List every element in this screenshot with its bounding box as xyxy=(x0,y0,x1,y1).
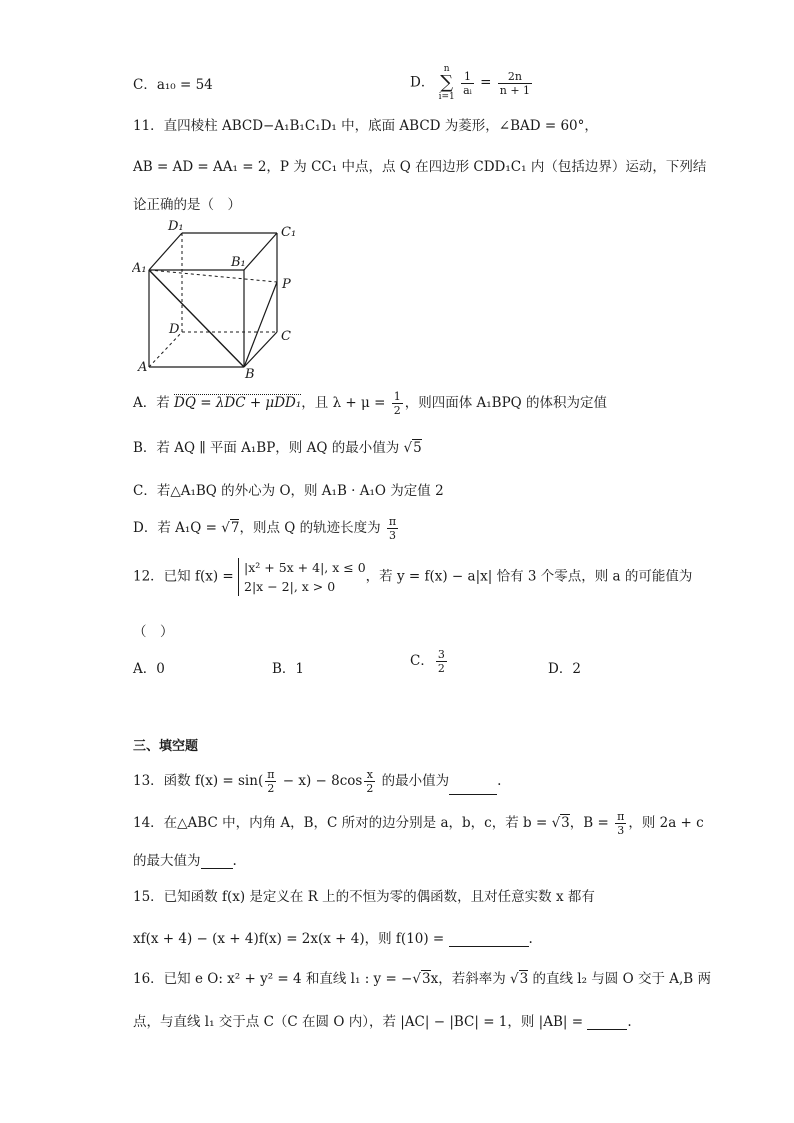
q16-post: 的直线 l₂ 与圆 O 交于 A,B 两 xyxy=(528,971,711,987)
q13-post: 的最小值为 xyxy=(377,773,450,789)
q16-root: 3 xyxy=(421,971,431,987)
label-p: P xyxy=(282,277,291,292)
q12-case1: |x² + 5x + 4|, x ≤ 0 xyxy=(244,560,366,575)
q12-paren: （ ） xyxy=(133,624,174,640)
q11-a-frac xyxy=(392,390,403,417)
q14-mid: ，B = xyxy=(569,815,614,831)
q11-a-post: ，则四面体 A₁BPQ 的体积为定值 xyxy=(404,395,608,411)
label-d1: D₁ xyxy=(168,219,184,234)
q11-d-mid: ，则点 Q 的轨迹长度为 xyxy=(239,520,385,536)
q16-line1: 16．已知 e O: x² + y² = 4 和直线 l₁ : y = −√3x，若斜率为 √3 的直线 l₂ 与圆 O 交于 A,B 两 xyxy=(133,971,711,987)
q13-mid: − x) − 8cos xyxy=(278,773,363,789)
q11-d-frac-num: π xyxy=(388,515,397,528)
q14-root: 3 xyxy=(561,815,570,831)
label-b: B xyxy=(245,367,255,382)
q11-a-mid: ，且 λ + μ = xyxy=(301,395,390,411)
q11-d-frac xyxy=(387,515,398,542)
q11-a-frac-den: 2 xyxy=(393,404,401,417)
label-a: A xyxy=(138,360,148,375)
label-c: C xyxy=(281,329,291,344)
q14-answer-blank[interactable] xyxy=(201,854,233,869)
q10-sum-sign: ∑ xyxy=(440,72,454,93)
q11-d-root: 7 xyxy=(230,520,240,536)
q13-frac1-den: 2 xyxy=(267,782,275,795)
q10-sum-bottom: i=1 xyxy=(438,92,455,102)
q12-c-frac xyxy=(436,648,447,675)
q10-frac1-num: 1 xyxy=(461,70,474,84)
q15-line1: 15．已知函数 f(x) 是定义在 R 上的不恒为零的偶函数，且对任意实数 x 都有 xyxy=(133,889,595,905)
q10-option-d xyxy=(410,64,534,102)
q10-sum-top: n xyxy=(443,64,450,74)
section-title: 三、填空题 xyxy=(133,739,199,754)
q13-frac1-num: π xyxy=(267,768,275,781)
q13-frac1 xyxy=(265,768,276,795)
q11-line2: AB = AD = AA₁ = 2，P 为 CC₁ 中点，点 Q 在四边形 CDD₁C₁ 内（包括边界）运动，下列结 xyxy=(133,159,707,175)
q10-sum-symbol xyxy=(439,64,455,102)
label-c1: C₁ xyxy=(281,225,297,240)
q16-mid: x，若斜率为 xyxy=(430,971,510,987)
q11-d-pre: D．若 A₁Q = xyxy=(133,520,222,536)
q11-a-pre: A．若 xyxy=(133,395,175,411)
q14-post: ，则 2a + c xyxy=(628,815,704,831)
q11-option-d: D．若 A₁Q = √7，则点 Q 的轨迹长度为 $\frac{\pi}{3}$ xyxy=(133,515,397,542)
q11-option-c: C．若△A₁BQ 的外心为 O，则 A₁B · A₁O 为定值 2 xyxy=(133,483,444,499)
q15-answer-blank[interactable] xyxy=(449,932,529,947)
q11-b-pre: B．若 AQ ∥ 平面 A₁BP，则 AQ 的最小值为 xyxy=(133,440,404,456)
q10-frac2-num: 2n xyxy=(498,70,532,84)
q11-d-frac-den: 3 xyxy=(389,529,397,542)
q12-piecewise xyxy=(238,558,366,596)
q11-option-b: B．若 AQ ∥ 平面 A₁BP，则 AQ 的最小值为 √5 xyxy=(133,440,422,456)
q16-answer-blank[interactable] xyxy=(587,1015,627,1030)
q14-frac-den: 3 xyxy=(617,824,625,837)
prism-figure xyxy=(132,212,302,382)
q13: 13．函数 f(x) = sin( $\frac{\pi}{2}$ − x) − 8cos $\frac{x}{2}$ 的最小值为 . xyxy=(133,768,502,795)
q12-option-a: A．0 xyxy=(133,661,165,677)
q11-b-root: 5 xyxy=(413,440,422,456)
q14-pre: 14．在△ABC 中，内角 A，B，C 所对的边分别是 a，b，c，若 b = xyxy=(133,815,552,831)
q10-option-c: C．a₁₀ = 54 xyxy=(133,77,213,93)
q14-frac xyxy=(615,810,626,837)
q14-frac-num: π xyxy=(617,810,625,823)
q13-frac2-den: 2 xyxy=(366,782,374,795)
q11-line1: 11．直四棱柱 ABCD−A₁B₁C₁D₁ 中，底面 ABCD 为菱形，∠BAD = 60°， xyxy=(133,118,598,134)
q10-eq: = xyxy=(480,74,492,91)
q16-line2: 点，与直线 l₁ 交于点 C（C 在圆 O 内），若 |AC| − |BC| = 1，则 |AB| = . xyxy=(133,1014,632,1030)
q13-answer-blank[interactable] xyxy=(449,780,497,795)
q12-option-c xyxy=(410,648,449,675)
q14-line1: 14．在△ABC 中，内角 A，B，C 所对的边分别是 a，b，c，若 b = √3，B = $\frac{\pi}{3}$ ，则 2a + c xyxy=(133,810,704,837)
q13-frac2 xyxy=(364,768,375,795)
q10-frac2 xyxy=(498,70,532,97)
q16-root2: 3 xyxy=(519,971,529,987)
label-b1: B₁ xyxy=(231,255,246,270)
q10-frac1 xyxy=(461,70,474,97)
q10-option-d-label: D． xyxy=(410,74,435,91)
q16-line2-text: 点，与直线 l₁ 交于点 C（C 在圆 O 内），若 |AC| − |BC| = 1，则 |AB| = xyxy=(133,1014,588,1030)
q13-frac2-num: x xyxy=(364,768,375,782)
q12-c-frac-num: 3 xyxy=(437,648,445,661)
q14-line2-text: 的最大值为 xyxy=(133,853,201,869)
q11-a-vector: DQ = λDC + μDD₁ xyxy=(174,395,302,411)
q12-case2: 2|x − 2|, x > 0 xyxy=(244,579,336,594)
q11-option-a xyxy=(133,390,607,417)
q12-c-label: C． xyxy=(410,653,434,669)
q13-pre: 13．函数 f(x) = sin( xyxy=(133,773,264,789)
q12-post: ，若 y = f(x) − a|x| 恰有 3 个零点，则 a 的可能值为 xyxy=(365,568,693,585)
q12-line1 xyxy=(133,558,692,596)
q11-a-frac-num: 1 xyxy=(393,390,401,403)
q10-frac2-den: n + 1 xyxy=(499,83,531,97)
q15-line2: xf(x + 4) − (x + 4)f(x) = 2x(x + 4)，则 f(10) = . xyxy=(133,931,533,947)
q11-line3: 论正确的是（ ） xyxy=(133,197,241,213)
q15-line2-text: xf(x + 4) − (x + 4)f(x) = 2x(x + 4)，则 f(10) = xyxy=(133,931,449,947)
q12-c-frac-den: 2 xyxy=(437,662,445,675)
q12-pre: 12．已知 f(x) = xyxy=(133,568,239,585)
q14-line2: 的最大值为 . xyxy=(133,853,237,869)
label-a1: A₁ xyxy=(132,261,147,276)
q16-pre: 16．已知 e O: x² + y² = 4 和直线 l₁ : y = − xyxy=(133,971,413,987)
label-d: D xyxy=(169,322,180,337)
q12-option-b: B．1 xyxy=(272,661,305,677)
q12-option-d: D．2 xyxy=(548,661,581,677)
q10-frac1-den: aᵢ xyxy=(463,83,472,97)
